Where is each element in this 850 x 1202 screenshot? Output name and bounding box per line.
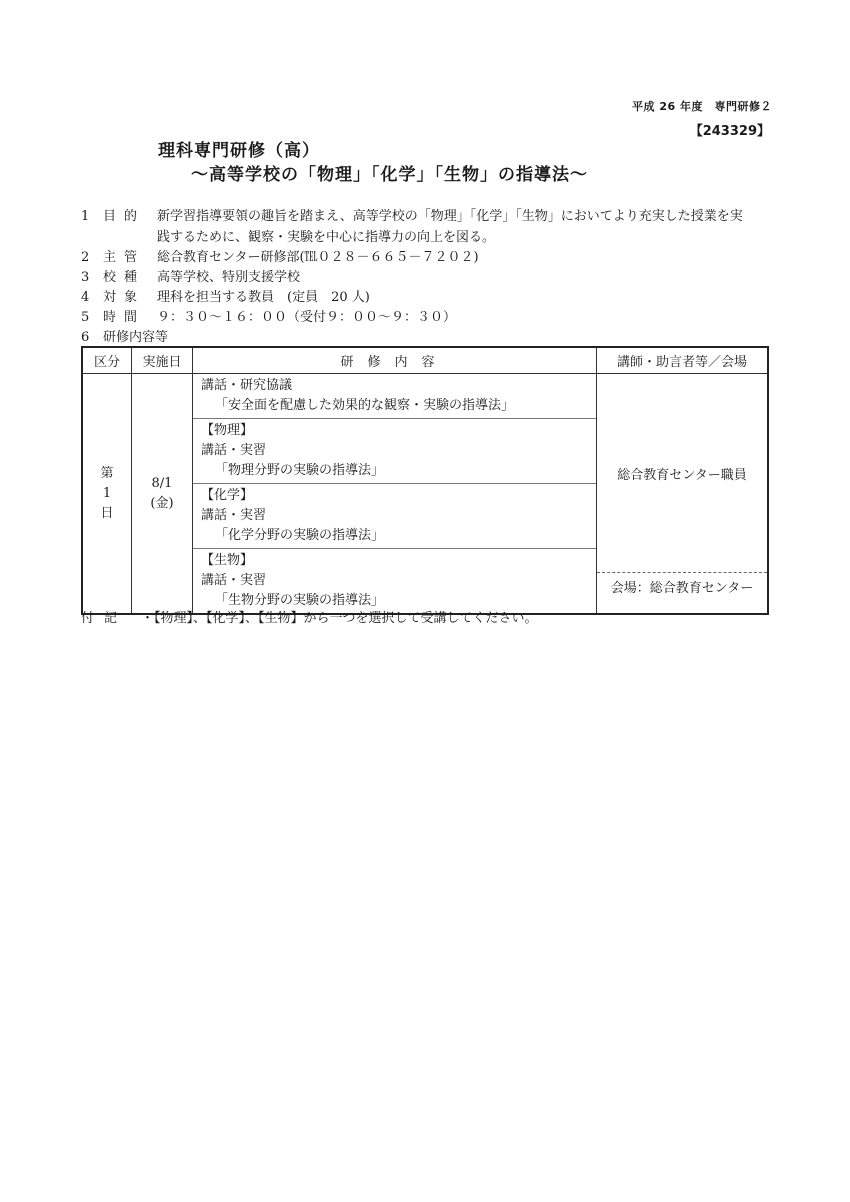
content-block-physics [193,419,596,484]
content-line: 「化学分野の実験の指導法」 [215,528,385,543]
date-line: 8/1 [151,475,173,491]
footnote [81,607,538,626]
item-number: 6 [81,330,90,345]
fiscal-year-label: 平成 26 年度 専門研修２ [632,100,772,113]
item-target [81,286,370,305]
instructor-cell [597,374,769,615]
item-text: 新学習指導要領の趣旨を踏まえ、高等学校の「物理」「化学」「生物」においてより充実した授業を実 [157,209,743,224]
footnote-text: ・【物理】、【化学】、【生物】から一つを選択して受講してください。 [141,611,538,626]
item-number: 5 [81,310,90,325]
content-block-chemistry [193,484,596,549]
item-label: 研修内容等 [103,330,169,345]
content-cell [193,374,597,615]
content-line: 講話・研究協議 [201,378,293,393]
content-block-general [193,374,596,419]
header-content [193,347,597,374]
content-line: 【物理】 [201,423,254,438]
item-purpose-continuation: 践するために、観察・実験を中心に指導力の向上を図る。 [157,230,496,245]
date-cell [132,374,193,615]
content-line: 講話・実習 [201,508,267,523]
weekday-line: (金) [150,495,174,511]
header-date: 実施日 [132,347,193,374]
instructor-name: 総合教育センター職員 [617,467,747,483]
item-purpose [81,205,743,224]
table-row [82,374,768,615]
division-line: 第 [100,465,114,481]
item-number: 2 [81,250,90,265]
item-organizer [81,246,479,265]
course-code: 【243329】 [689,124,770,139]
content-line: 「物理分野の実験の指導法」 [215,463,385,478]
header-content-label: 研修内容 [340,355,449,370]
table-header-row [82,347,768,374]
division-line: 1 [102,485,112,501]
content-line: 「安全面を配慮した効果的な観察・実験の指導法」 [215,398,515,413]
header-division: 区分 [82,347,132,374]
item-text: 総合教育センター研修部(℡０２８－６６５－７２０２) [157,250,479,265]
item-text: 高等学校、特別支援学校 [157,270,301,285]
item-label: 時間 [103,310,146,325]
schedule-table [81,346,769,615]
item-school-type [81,266,300,285]
item-label: 目的 [103,209,146,224]
item-text: 理科を担当する教員 (定員 20 人) [157,290,370,305]
content-line: 【生物】 [201,553,254,568]
header-instructor: 講師・助言者等／会場 [597,347,769,374]
content-line: 講話・実習 [201,443,267,458]
content-line: 「生物分野の実験の指導法」 [215,593,385,608]
item-training-content [81,326,168,345]
division-line: 日 [100,505,114,521]
document-title: 理科専門研修（高） [158,141,320,161]
item-label: 主管 [103,250,146,265]
item-number: 1 [81,209,90,224]
content-block-biology [193,549,596,613]
document-subtitle: ～高等学校の「物理」「化学」「生物」の指導法～ [191,165,588,185]
division-cell [82,374,132,615]
item-text: ９：３０～１６：００（受付９：００～９：３０） [157,310,457,325]
item-label: 校種 [103,270,146,285]
content-line: 【化学】 [201,488,254,503]
item-number: 4 [81,290,90,305]
venue-name: 会場：総合教育センター [597,572,767,599]
item-label: 対象 [103,290,146,305]
item-number: 3 [81,270,90,285]
footnote-label: 付記 [81,611,128,626]
content-line: 講話・実習 [201,573,267,588]
item-time [81,306,456,325]
